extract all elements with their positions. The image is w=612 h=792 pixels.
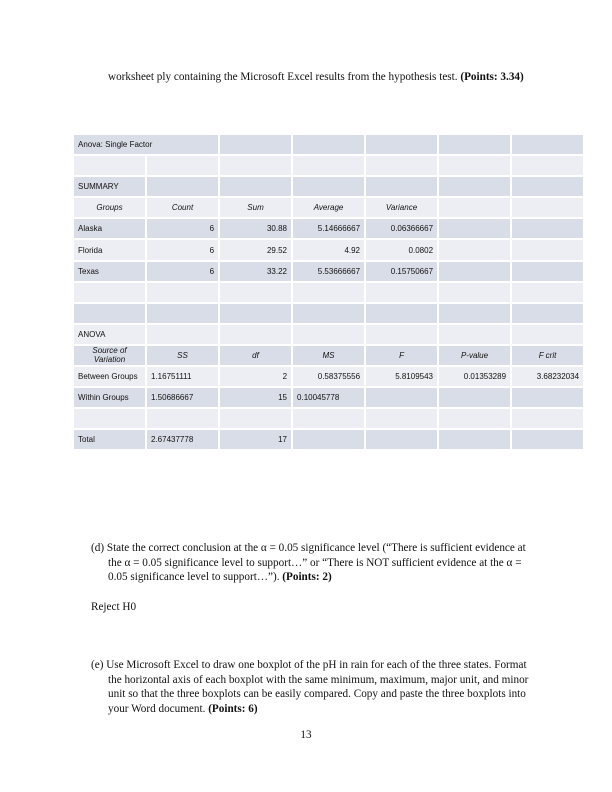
table-cell: 17	[220, 430, 291, 449]
question-e-points: (Points: 6)	[208, 702, 258, 715]
table-cell: 0.10045778	[293, 388, 364, 407]
table-cell: 0.06366667	[366, 219, 437, 238]
answer-d: Reject H0	[91, 601, 137, 613]
table-row	[74, 219, 583, 238]
intro-text: worksheet ply containing the Microsoft Excel results from the hypothesis test.	[108, 71, 458, 83]
table-row-summary-headers	[74, 198, 583, 217]
page-number: 13	[300, 729, 312, 741]
anova-table	[72, 133, 585, 451]
table-row	[74, 240, 583, 259]
anova-header-cell: F	[366, 346, 437, 365]
table-row	[74, 388, 583, 407]
table-cell: 0.15750667	[366, 262, 437, 281]
table-cell: Florida	[74, 240, 145, 259]
table-row	[74, 367, 583, 386]
summary-label: SUMMARY	[74, 177, 145, 196]
table-cell: 5.8109543	[366, 367, 437, 386]
table-row-blank	[74, 156, 583, 175]
summary-header-cell: Variance	[366, 198, 437, 217]
table-row-total	[74, 430, 583, 449]
table-row-anova-headers	[74, 346, 583, 365]
anova-header-cell: SS	[147, 346, 218, 365]
table-cell: Between Groups	[74, 367, 145, 386]
table-row-blank	[74, 409, 583, 428]
summary-header-cell: Count	[147, 198, 218, 217]
table-cell: 2	[220, 367, 291, 386]
table-cell: 6	[147, 240, 218, 259]
table-row-title	[74, 135, 583, 154]
table-cell: 5.53666667	[293, 262, 364, 281]
intro-points: (Points: 3.34)	[460, 71, 524, 83]
summary-header-cell: Average	[293, 198, 364, 217]
table-cell: 3.68232034	[512, 367, 583, 386]
table-cell: 5.14666667	[293, 219, 364, 238]
table-cell: Texas	[74, 262, 145, 281]
table-cell: 0.58375556	[293, 367, 364, 386]
question-d	[91, 541, 531, 585]
table-cell: 0.01353289	[439, 367, 510, 386]
question-d-text: (d) State the correct conclusion at the α = 0.05 significance level (“There is sufficient evidence at the α = 0.05 significance level to support…” or “There is NOT sufficient evidence at the α = 0.05 significance level to support…”).	[91, 542, 526, 583]
table-cell: 2.67437778	[147, 430, 218, 449]
question-d-points: (Points: 2)	[282, 571, 332, 583]
table-row-anova-label	[74, 325, 583, 344]
table-cell: 4.92	[293, 240, 364, 259]
table-cell: 30.88	[220, 219, 291, 238]
anova-header-cell: F crit	[512, 346, 583, 365]
table-row-blank	[74, 304, 583, 323]
table-cell: 15	[220, 388, 291, 407]
table-cell: Within Groups	[74, 388, 145, 407]
table-cell: Total	[74, 430, 145, 449]
question-e-text: (e) Use Microsoft Excel to draw one boxplot of the pH in rain for each of the three states. Format the horizontal axis of each boxplot with the same minimum, maximum, major unit, and minor unit so that the three boxplots can be easily compared. Copy and paste the three boxplots into your Word document.	[91, 659, 529, 715]
anova-label: ANOVA	[74, 325, 145, 344]
anova-header-cell: Source of Variation	[74, 346, 145, 365]
anova-header-cell: P-value	[439, 346, 510, 365]
table-cell: 6	[147, 262, 218, 281]
anova-header-cell: df	[220, 346, 291, 365]
summary-header-cell: Sum	[220, 198, 291, 217]
table-row-blank	[74, 283, 583, 302]
table-cell: Alaska	[74, 219, 145, 238]
table-cell: 1.16751111	[147, 367, 218, 386]
table-cell: 6	[147, 219, 218, 238]
table-row	[74, 262, 583, 281]
summary-header-cell: Groups	[74, 198, 145, 217]
table-cell: 33.22	[220, 262, 291, 281]
table-cell: 1.50686667	[147, 388, 218, 407]
table-title: Anova: Single Factor	[74, 135, 218, 154]
question-e	[91, 658, 536, 716]
table-cell: 0.0802	[366, 240, 437, 259]
table-row-summary-label	[74, 177, 583, 196]
table-cell: 29.52	[220, 240, 291, 259]
anova-header-cell: MS	[293, 346, 364, 365]
intro-paragraph	[108, 70, 548, 85]
